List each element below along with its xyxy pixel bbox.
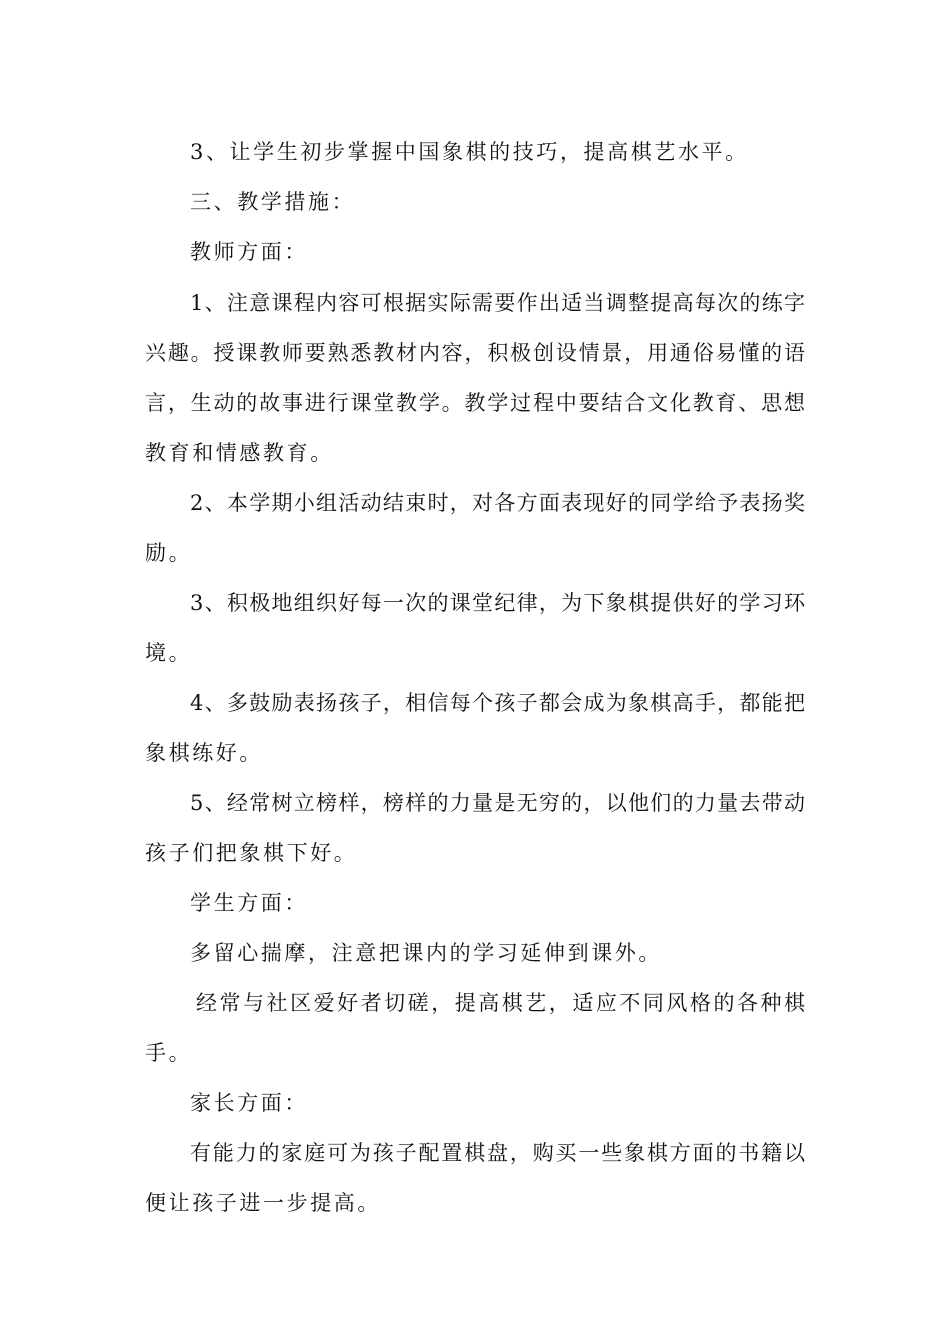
teacher-item-3-line-2: 境。	[145, 641, 193, 665]
teacher-item-4-line-2: 象棋练好。	[145, 741, 263, 765]
teacher-item-4-line-1: 4、多鼓励表扬孩子，相信每个孩子都会成为象棋高手，都能把	[190, 691, 805, 715]
student-item-1: 多留心揣摩，注意把课内的学习延伸到课外。	[190, 941, 662, 965]
teacher-item-2-line-2: 励。	[145, 541, 193, 565]
goal-3-text: 3、让学生初步掌握中国象棋的技巧，提高棋艺水平。	[190, 140, 749, 164]
teacher-item-1-line-2: 兴趣。授课教师要熟悉教材内容，积极创设情景，用通俗易懂的语	[145, 341, 805, 365]
subheading-teachers: 教师方面：	[190, 240, 308, 264]
teacher-item-3-line-1: 3、积极地组织好每一次的课堂纪律，为下象棋提供好的学习环	[190, 591, 805, 615]
parent-item-line-2: 便让孩子进一步提高。	[145, 1191, 381, 1215]
teacher-item-2-line-1: 2、本学期小组活动结束时，对各方面表现好的同学给予表扬奖	[190, 491, 805, 515]
parent-item-line-1: 有能力的家庭可为孩子配置棋盘，购买一些象棋方面的书籍以	[190, 1141, 805, 1165]
student-item-2-line-2: 手。	[145, 1041, 193, 1065]
student-item-2-line-1: 经常与社区爱好者切磋，提高棋艺，适应不同风格的各种棋	[196, 991, 805, 1015]
subheading-students: 学生方面：	[190, 891, 308, 915]
teacher-item-1-line-4: 教育和情感教育。	[145, 441, 334, 465]
teacher-item-5-line-2: 孩子们把象棋下好。	[145, 841, 358, 865]
teacher-item-1-line-1: 1、注意课程内容可根据实际需要作出适当调整提高每次的练字	[190, 291, 805, 315]
teacher-item-1-line-3: 言，生动的故事进行课堂教学。教学过程中要结合文化教育、思想	[145, 391, 805, 415]
section-heading-teaching-measures: 三、教学措施：	[190, 190, 356, 214]
subheading-parents: 家长方面：	[190, 1091, 308, 1115]
teacher-item-5-line-1: 5、经常树立榜样，榜样的力量是无穷的，以他们的力量去带动	[190, 791, 805, 815]
